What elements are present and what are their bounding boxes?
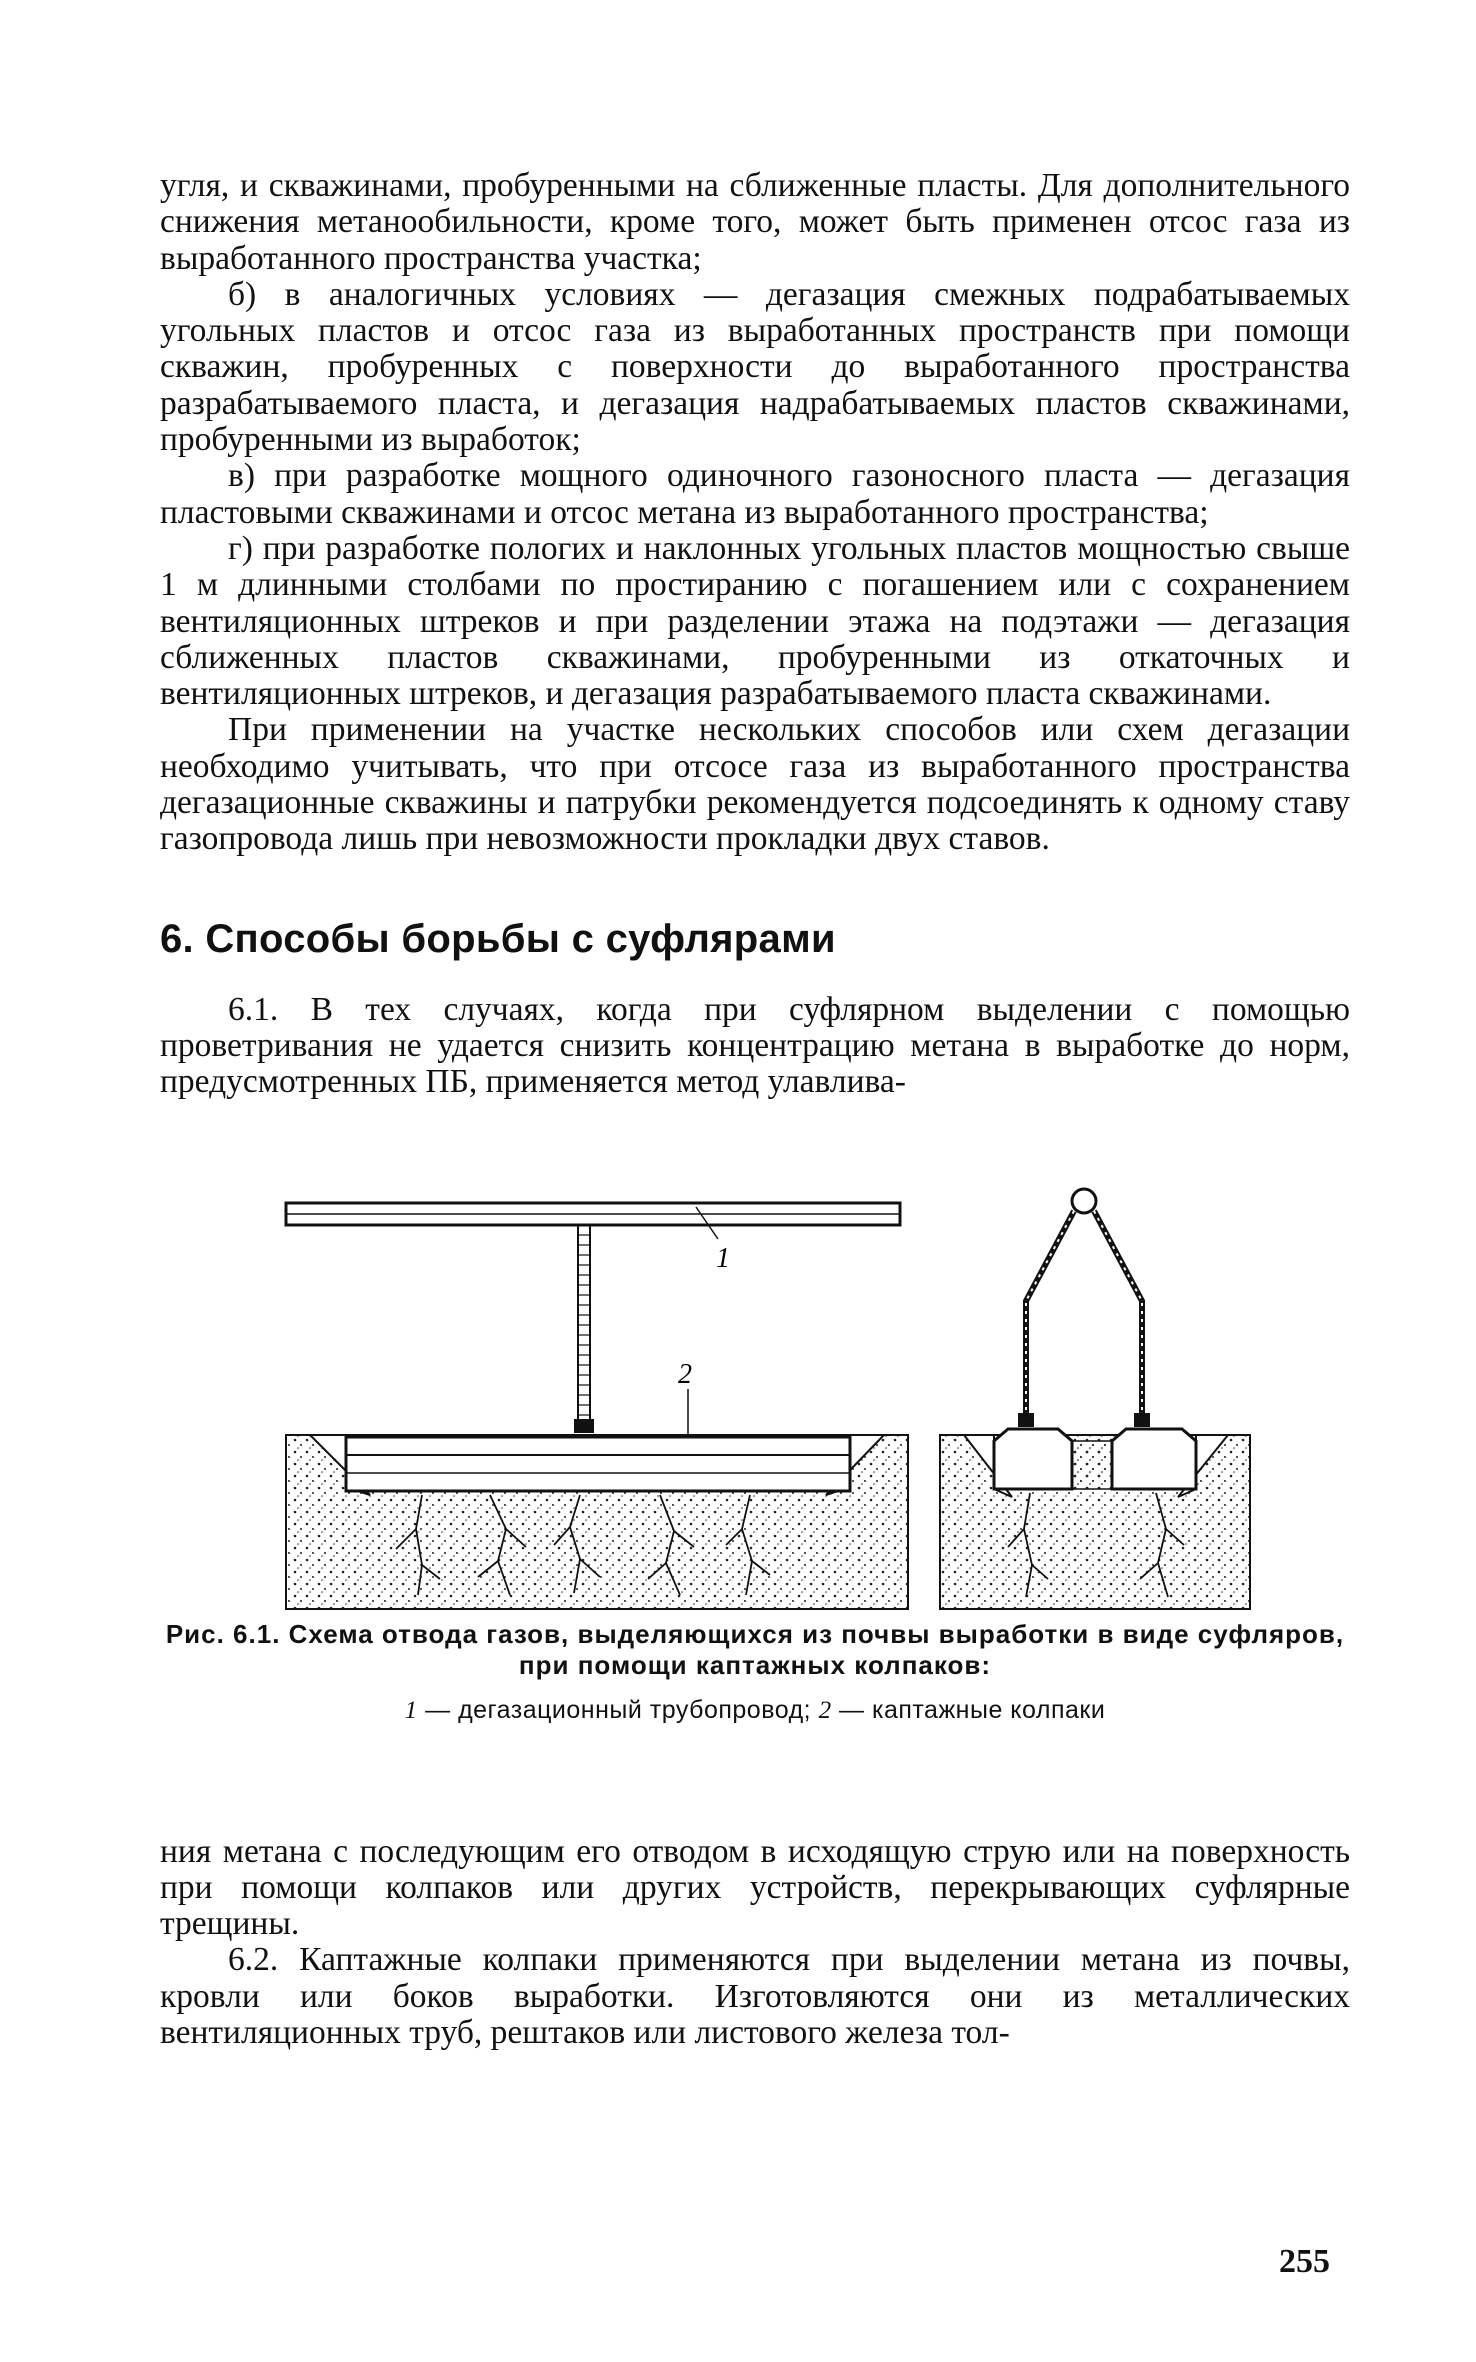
paragraph-6-2: 6.2. Каптажные колпаки применяются при выделении метана из почвы, кровли или боков выработки. Изготовляются они из металлических вентиляционных труб, рештаков или листового железа тол- xyxy=(160,1941,1350,2052)
paragraph-6-1-start: 6.1. В тех случаях, когда при суфлярном выделении с помощью проветривания не удается снизить концентрацию метана в выработке до норм, предусмотренных ПБ, применяется метод улавлива- xyxy=(160,990,1350,1101)
figure-6-1 xyxy=(160,1149,1350,1619)
paragraph-6-1-end: ния метана с последующим его отводом в исходящую струю или на поверхность при помощи колпаков или других устройств, перекрывающих суфлярные трещины. xyxy=(160,1832,1350,1943)
page-body xyxy=(160,168,1350,2051)
capping-hood-right-a xyxy=(994,1429,1072,1489)
legend-text-1: — дегазационный трубопровод; xyxy=(417,1695,819,1724)
paragraph-multiple-methods: При применении на участке нескольких способов или схем дегазации необходимо учитывать, что при отсосе газа из выработанного пространства дегазационные скважины и патрубки рекомендуется подсоединять к одному ставу газопровода лишь при невозможности прокладки двух ставов. xyxy=(160,711,1350,858)
right-view xyxy=(940,1189,1250,1609)
paragraph-intro: угля, и скважинами, пробуренными на сближенные пласты. Для дополнительного снижения метанообильности, кроме того, может быть применен отсос газа из выработанного пространства участка; xyxy=(160,167,1350,277)
hanging-ring xyxy=(1072,1189,1096,1213)
figure-6-1-drawing xyxy=(160,1149,1350,1619)
paragraph-item-v: в) при разработке мощного одиночного газоносного пласта — дегазация пластовыми скважинами и отсос метана из выработанного пространства; xyxy=(160,457,1350,531)
left-view xyxy=(286,1203,908,1609)
section-heading: 6. Способы борьбы с суфлярами xyxy=(160,916,836,961)
legend-number-2: 2 xyxy=(818,1696,832,1724)
caption-title: Рис. 6.1. Схема отвода газов, выделяющихся из почвы выработки в виде суфляров, при помощи каптажных колпаков: xyxy=(165,1618,1345,1680)
capping-hood-right-b xyxy=(1112,1429,1196,1489)
paragraph-item-g: г) при разработке пологих и наклонных угольных пластов мощностью свыше 1 м длинными столбами по простиранию с погашением или с сохранением вентиляционных штреков и при разделении этажа на подэтажи — дегазация сближенных пластов скважинами, пробуренными из откаточных и вентиляционных штреков, и дегазация разрабатываемого пласта скважинами. xyxy=(160,529,1350,713)
paragraph-item-b: б) в аналогичных условиях — дегазация смежных подрабатываемых угольных пластов и отсос газа из выработанных пространств при помощи скважин, пробуренных с поверхности до выработанного пространства разрабатываемого пласта, и дегазация надрабатываемых пластов скважинами, пробуренными из выработок; xyxy=(160,275,1350,459)
legend-text-2: — каптажные колпаки xyxy=(831,1695,1106,1724)
caption-legend xyxy=(160,1693,1350,1728)
label-1: 1 xyxy=(716,1242,730,1274)
legend-number-1: 1 xyxy=(404,1696,418,1724)
connection-hose xyxy=(578,1225,590,1431)
page-number: 255 xyxy=(1279,2243,1330,2280)
capping-hood-left xyxy=(346,1437,850,1491)
label-2: 2 xyxy=(678,1358,692,1390)
figure-caption xyxy=(160,1619,1350,1728)
